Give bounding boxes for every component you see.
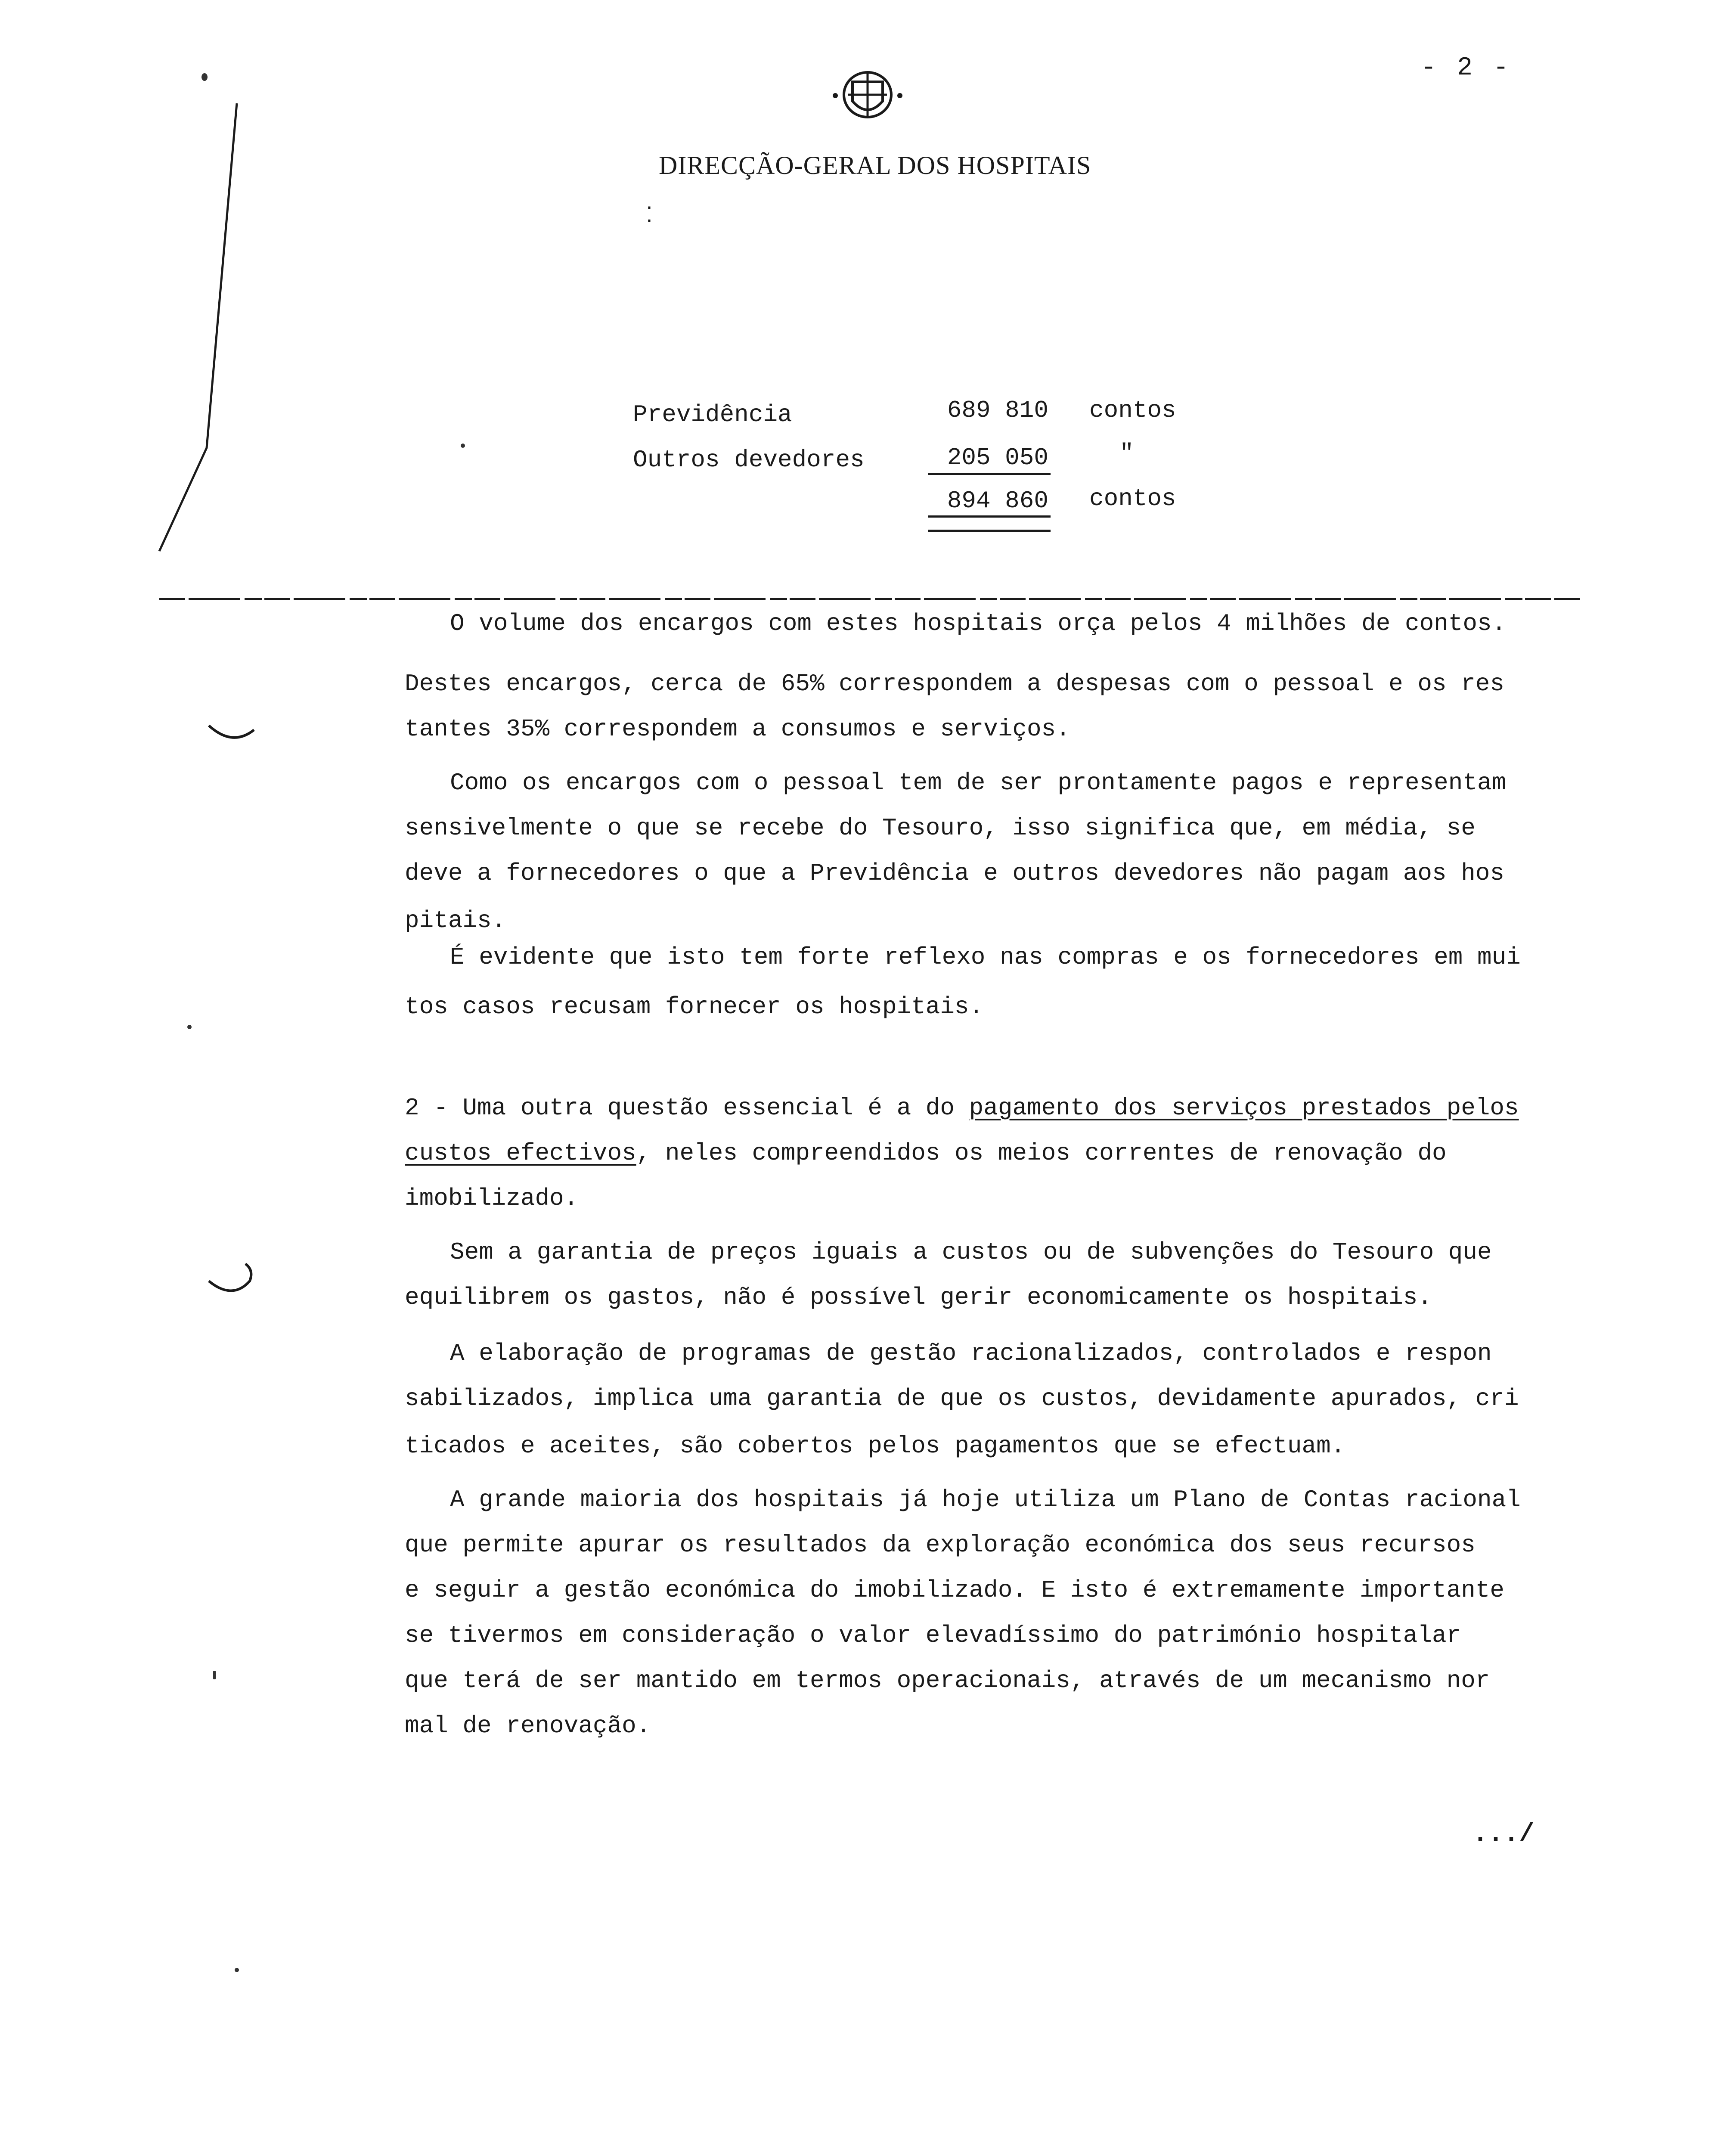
paragraph-2-line-1: Como os encargos com o pessoal tem de ser prontamente pagos e representam xyxy=(450,769,1507,797)
continuation-mark: .../ xyxy=(1472,1820,1535,1849)
section-2-emphasis-2: custos efectivos xyxy=(405,1139,636,1167)
total-rule-top xyxy=(928,515,1051,518)
margin-curve-mark xyxy=(207,723,258,749)
paragraph-6-line-5: que terá de ser mantido em termos operacionais, através de um mecanismo nor xyxy=(405,1667,1490,1694)
margin-scan-line xyxy=(146,103,250,555)
margin-speck xyxy=(187,1025,192,1029)
total-rule-bottom xyxy=(928,530,1051,532)
row-label-outros-devedores: Outros devedores xyxy=(633,446,865,474)
total-unit: contos xyxy=(1089,485,1176,512)
paragraph-6-line-6: mal de renovação. xyxy=(405,1712,651,1740)
total-value: 894 860 xyxy=(947,487,1048,515)
row-unit-previdencia: contos xyxy=(1089,397,1176,424)
header-mark: ⁚ xyxy=(646,205,653,229)
institution-title: DIRECÇÃO-GERAL DOS HOSPITAIS xyxy=(659,151,1091,180)
paragraph-2-line-2: sensivelmente o que se recebe do Tesouro, isso significa que, em média, se xyxy=(405,814,1476,842)
row-value-previdencia: 689 810 xyxy=(947,397,1048,424)
paragraph-6-line-4: se tivermos em consideração o valor elevadíssimo do património hospitalar xyxy=(405,1622,1461,1649)
section-2-emphasis: pagamento dos serviços prestados pelos xyxy=(969,1094,1519,1122)
paragraph-5-line-2: sabilizados, implica uma garantia de que os custos, devidamente apurados, cri xyxy=(405,1385,1519,1412)
paragraph-2-line-4: pitais. xyxy=(405,907,506,934)
page-number: - 2 - xyxy=(1421,53,1512,83)
row-value-outros-devedores: 205 050 xyxy=(947,444,1048,472)
coat-of-arms-icon xyxy=(818,65,917,125)
margin-speck xyxy=(461,444,465,448)
subtotal-rule xyxy=(928,473,1051,475)
paragraph-6-line-1: A grande maioria dos hospitais já hoje utiliza um Plano de Contas racional xyxy=(450,1486,1521,1514)
paragraph-1-line-3: tantes 35% correspondem a consumos e serviços. xyxy=(405,715,1070,743)
section-2-line-1 xyxy=(405,1096,1519,1120)
paragraph-3-line-1: É evidente que isto tem forte reflexo nas compras e os fornecedores em mui xyxy=(450,943,1521,971)
paragraph-6-line-2: que permite apurar os resultados da exploração económica dos seus recursos xyxy=(405,1531,1476,1559)
paragraph-4-line-1: Sem a garantia de preços iguais a custos ou de subvenções do Tesouro que xyxy=(450,1238,1492,1266)
paragraph-3-line-2: tos casos recusam fornecer os hospitais. xyxy=(405,993,984,1021)
section-2-rest: , neles compreendidos os meios correntes de renovação do xyxy=(636,1139,1447,1167)
paragraph-5-line-1: A elaboração de programas de gestão racionalizados, controlados e respon xyxy=(450,1340,1492,1367)
paragraph-6-line-3: e seguir a gestão económica do imobilizado. E isto é extremamente importante xyxy=(405,1576,1505,1604)
margin-curve-mark-2 xyxy=(207,1262,258,1300)
margin-speck xyxy=(213,1671,216,1679)
paragraph-1-line-2: Destes encargos, cerca de 65% correspondem a despesas com o pessoal e os res xyxy=(405,670,1505,698)
paragraph-5-line-3: ticados e aceites, são cobertos pelos pagamentos que se efectuam. xyxy=(405,1432,1345,1460)
paragraph-2-line-3: deve a fornecedores o que a Previdência e outros devedores não pagam aos hos xyxy=(405,859,1505,887)
section-2-line-3: imobilizado. xyxy=(405,1185,579,1212)
row-unit-outros-devedores: " xyxy=(1119,440,1134,467)
paragraph-4-line-2: equilibrem os gastos, não é possível gerir economicamente os hospitais. xyxy=(405,1284,1432,1311)
row-label-previdencia: Previdência xyxy=(633,401,792,428)
section-2-prefix: 2 - Uma outra questão essencial é a do xyxy=(405,1094,969,1122)
paragraph-1-line-1: O volume dos encargos com estes hospitais orça pelos 4 milhões de contos. xyxy=(450,610,1507,637)
margin-speck xyxy=(235,1968,239,1972)
margin-speck xyxy=(202,73,208,81)
section-divider xyxy=(159,598,1580,600)
section-2-line-2 xyxy=(405,1141,1447,1165)
